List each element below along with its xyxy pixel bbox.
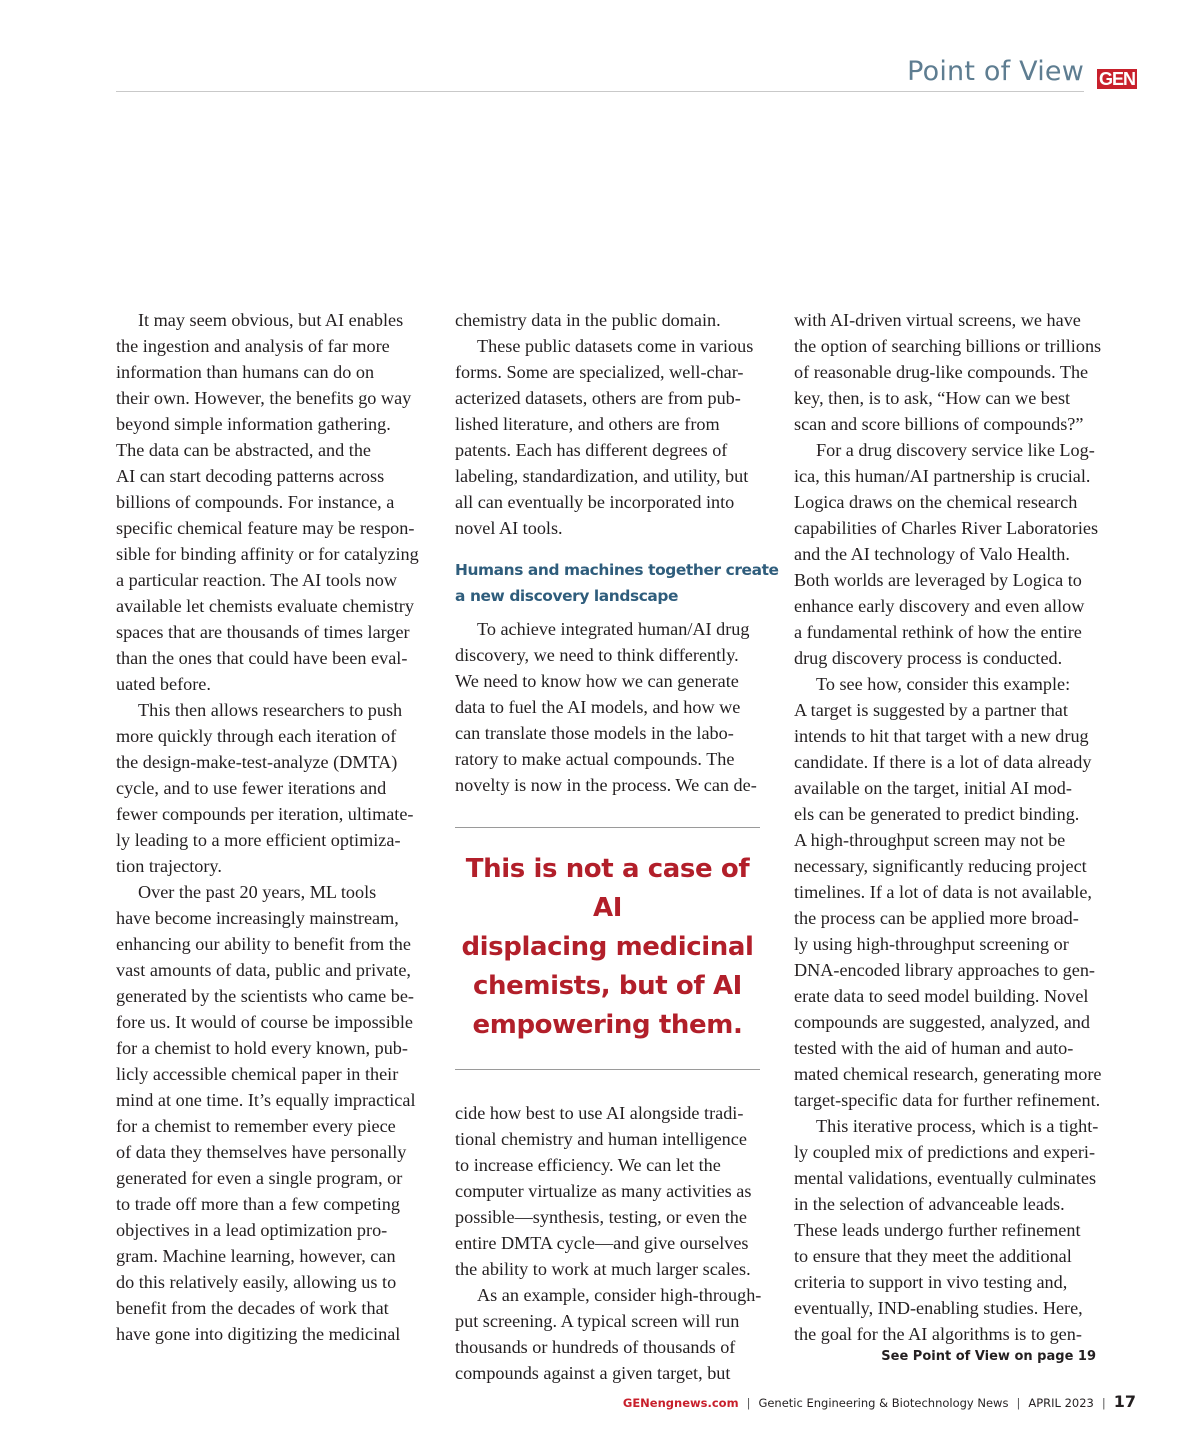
text-line: cide how best to use AI alongside tradi- bbox=[455, 1103, 744, 1123]
text-line: have become increasingly mainstream, bbox=[116, 908, 399, 928]
text-line: beyond simple information gathering. bbox=[116, 414, 391, 434]
footer-site-link[interactable]: GENengnews.com bbox=[622, 1396, 739, 1410]
text-line: DNA-encoded library approaches to gen- bbox=[794, 960, 1095, 980]
text-line: objectives in a lead optimization pro- bbox=[116, 1220, 388, 1240]
text-line: scan and score billions of compounds?” bbox=[794, 414, 1084, 434]
text-line: novelty is now in the process. We can de- bbox=[455, 775, 757, 795]
text-line: a particular reaction. The AI tools now bbox=[116, 570, 397, 590]
text-line: For a drug discovery service like Log- bbox=[816, 440, 1095, 460]
pull-quote-line: This is not a case of AI bbox=[465, 854, 750, 923]
text-line: enhance early discovery and even allow bbox=[794, 596, 1085, 616]
footer-publication: Genetic Engineering & Biotechnology News bbox=[758, 1396, 1009, 1410]
text-line: thousands or hundreds of thousands of bbox=[455, 1337, 736, 1357]
text-line: These public datasets come in various bbox=[477, 336, 754, 356]
text-line: the ability to work at much larger scales. bbox=[455, 1259, 751, 1279]
text-line: We need to know how we can generate bbox=[455, 671, 739, 691]
text-line: ratory to make actual compounds. The bbox=[455, 749, 735, 769]
text-line: To achieve integrated human/AI drug bbox=[477, 619, 750, 639]
pull-quote-line: displacing medicinal bbox=[461, 932, 754, 962]
text-line: the design-make-test-analyze (DMTA) bbox=[116, 752, 398, 772]
page-number: 17 bbox=[1113, 1392, 1136, 1411]
footer-separator: | bbox=[1016, 1396, 1021, 1410]
text-line: and the AI technology of Valo Health. bbox=[794, 544, 1070, 564]
section-subheading bbox=[455, 557, 779, 609]
text-line: cycle, and to use fewer iterations and bbox=[116, 778, 387, 798]
pull-quote-line: empowering them. bbox=[472, 1010, 743, 1040]
text-line: the goal for the AI algorithms is to gen- bbox=[794, 1324, 1082, 1344]
text-line: more quickly through each iteration of bbox=[116, 726, 397, 746]
text-line: eventually, IND-enabling studies. Here, bbox=[794, 1298, 1083, 1318]
text-line: fore us. It would of course be impossible bbox=[116, 1012, 414, 1032]
text-line: all can eventually be incorporated into bbox=[455, 492, 735, 512]
text-line: Logica draws on the chemical research bbox=[794, 492, 1078, 512]
text-line: These leads undergo further refinement bbox=[794, 1220, 1081, 1240]
column-2-text-top bbox=[455, 307, 765, 541]
text-line: the process can be applied more broad- bbox=[794, 908, 1079, 928]
text-line: available let chemists evaluate chemistry bbox=[116, 596, 414, 616]
text-line: benefit from the decades of work that bbox=[116, 1298, 389, 1318]
text-line: generated by the scientists who came be- bbox=[116, 986, 414, 1006]
text-line: Over the past 20 years, ML tools bbox=[138, 882, 377, 902]
text-line: for a chemist to hold every known, pub- bbox=[116, 1038, 408, 1058]
text-line: than the ones that could have been eval- bbox=[116, 648, 408, 668]
text-line: key, then, is to ask, “How can we best bbox=[794, 388, 1071, 408]
subheading-line: Humans and machines together create bbox=[455, 561, 779, 579]
text-line: specific chemical feature may be respon- bbox=[116, 518, 415, 538]
text-line: A high-throughput screen may not be bbox=[794, 830, 1066, 850]
text-line: This iterative process, which is a tight- bbox=[816, 1116, 1099, 1136]
column-2-text-bottom bbox=[455, 1100, 765, 1386]
text-line: necessary, significantly reducing project bbox=[794, 856, 1087, 876]
text-line: for a chemist to remember every piece bbox=[116, 1116, 396, 1136]
text-line: of reasonable drug-like compounds. The bbox=[794, 362, 1089, 382]
text-line: compounds against a given target, but bbox=[455, 1363, 731, 1383]
text-line: It may seem obvious, but AI enables bbox=[138, 310, 404, 330]
text-line: drug discovery process is conducted. bbox=[794, 648, 1063, 668]
text-line: can translate those models in the labo- bbox=[455, 723, 734, 743]
pull-quote bbox=[455, 827, 760, 1070]
text-line: A target is suggested by a partner that bbox=[794, 700, 1068, 720]
text-line: to ensure that they meet the additional bbox=[794, 1246, 1072, 1266]
column-2 bbox=[455, 307, 779, 1386]
text-line: computer virtualize as many activities as bbox=[455, 1181, 752, 1201]
column-1 bbox=[116, 307, 436, 1347]
header-divider bbox=[116, 91, 1084, 92]
text-line: The data can be abstracted, and the bbox=[116, 440, 371, 460]
text-line: novel AI tools. bbox=[455, 518, 563, 538]
text-line: erate data to seed model building. Novel bbox=[794, 986, 1089, 1006]
text-line: to increase efficiency. We can let the bbox=[455, 1155, 721, 1175]
pull-quote-line: chemists, but of AI bbox=[473, 971, 742, 1001]
text-line: ly coupled mix of predictions and experi- bbox=[794, 1142, 1096, 1162]
text-line: fewer compounds per iteration, ultimate- bbox=[116, 804, 414, 824]
text-line: data to fuel the AI models, and how we bbox=[455, 697, 741, 717]
text-line: tested with the aid of human and auto- bbox=[794, 1038, 1074, 1058]
text-line: do this relatively easily, allowing us to bbox=[116, 1272, 397, 1292]
text-line: enhancing our ability to benefit from the bbox=[116, 934, 411, 954]
gen-logo: GEN bbox=[1098, 69, 1135, 89]
section-title: Point of View bbox=[907, 56, 1084, 87]
text-line: discovery, we need to think differently. bbox=[455, 645, 739, 665]
text-line: candidate. If there is a lot of data already bbox=[794, 752, 1092, 772]
text-line: criteria to support in vivo testing and, bbox=[794, 1272, 1068, 1292]
text-line: patents. Each has different degrees of bbox=[455, 440, 728, 460]
text-line: the ingestion and analysis of far more bbox=[116, 336, 390, 356]
text-line: of data they themselves have personally bbox=[116, 1142, 407, 1162]
text-line: tion trajectory. bbox=[116, 856, 222, 876]
footer-bar bbox=[623, 1392, 1136, 1411]
text-line: To see how, consider this example: bbox=[816, 674, 1071, 694]
text-line: entire DMTA cycle—and give ourselves bbox=[455, 1233, 749, 1253]
text-line: with AI-driven virtual screens, we have bbox=[794, 310, 1081, 330]
text-line: ica, this human/AI partnership is crucial. bbox=[794, 466, 1091, 486]
text-line: tional chemistry and human intelligence bbox=[455, 1129, 747, 1149]
text-line: put screening. A typical screen will run bbox=[455, 1311, 740, 1331]
text-line: This then allows researchers to push bbox=[138, 700, 403, 720]
text-line: billions of compounds. For instance, a bbox=[116, 492, 395, 512]
text-line: forms. Some are specialized, well-char- bbox=[455, 362, 744, 382]
text-line: uated before. bbox=[116, 674, 211, 694]
text-line: As an example, consider high-through- bbox=[477, 1285, 762, 1305]
footer-issue: APRIL 2023 bbox=[1028, 1396, 1094, 1410]
text-line: els can be generated to predict binding. bbox=[794, 804, 1080, 824]
text-line: ly leading to a more efficient optimiza- bbox=[116, 830, 401, 850]
text-line: Both worlds are leveraged by Logica to bbox=[794, 570, 1082, 590]
footer-separator: | bbox=[746, 1396, 751, 1410]
column-2-text-mid bbox=[455, 616, 765, 798]
text-line: mated chemical research, generating more bbox=[794, 1064, 1102, 1084]
text-line: generated for even a single program, or bbox=[116, 1168, 403, 1188]
text-line: mind at one time. It’s equally impractical bbox=[116, 1090, 416, 1110]
text-line: the option of searching billions or trillions bbox=[794, 336, 1102, 356]
text-line: available on the target, initial AI mod- bbox=[794, 778, 1072, 798]
continuation-link[interactable]: See Point of View on page 19 bbox=[881, 1349, 1096, 1364]
text-line: AI can start decoding patterns across bbox=[116, 466, 385, 486]
text-line: in the selection of advanceable leads. bbox=[794, 1194, 1065, 1214]
text-line: to trade off more than a few competing bbox=[116, 1194, 400, 1214]
text-line: labeling, standardization, and utility, but bbox=[455, 466, 749, 486]
text-line: gram. Machine learning, however, can bbox=[116, 1246, 396, 1266]
text-line: chemistry data in the public domain. bbox=[455, 310, 721, 330]
text-line: a fundamental rethink of how the entire bbox=[794, 622, 1082, 642]
text-line: ly using high-throughput screening or bbox=[794, 934, 1069, 954]
text-line: have gone into digitizing the medicinal bbox=[116, 1324, 401, 1344]
text-line: mental validations, eventually culminates bbox=[794, 1168, 1097, 1188]
text-line: timelines. If a lot of data is not available, bbox=[794, 882, 1092, 902]
text-line: sible for binding affinity or for catalyzing bbox=[116, 544, 419, 564]
text-line: information than humans can do on bbox=[116, 362, 375, 382]
text-line: acterized datasets, others are from pub- bbox=[455, 388, 741, 408]
text-line: intends to hit that target with a new drug bbox=[794, 726, 1089, 746]
text-line: vast amounts of data, public and private, bbox=[116, 960, 411, 980]
column-3 bbox=[794, 307, 1114, 1347]
text-line: target-specific data for further refinement. bbox=[794, 1090, 1101, 1110]
footer-separator: | bbox=[1101, 1396, 1106, 1410]
text-line: possible—synthesis, testing, or even the bbox=[455, 1207, 747, 1227]
text-line: capabilities of Charles River Laboratories bbox=[794, 518, 1099, 538]
column-1-text bbox=[116, 307, 436, 1347]
column-3-text bbox=[794, 307, 1114, 1347]
text-line: licly accessible chemical paper in their bbox=[116, 1064, 399, 1084]
text-line: compounds are suggested, analyzed, and bbox=[794, 1012, 1090, 1032]
text-line: spaces that are thousands of times larger bbox=[116, 622, 410, 642]
subheading-line: a new discovery landscape bbox=[455, 587, 679, 605]
text-line: their own. However, the benefits go way bbox=[116, 388, 412, 408]
text-line: lished literature, and others are from bbox=[455, 414, 720, 434]
